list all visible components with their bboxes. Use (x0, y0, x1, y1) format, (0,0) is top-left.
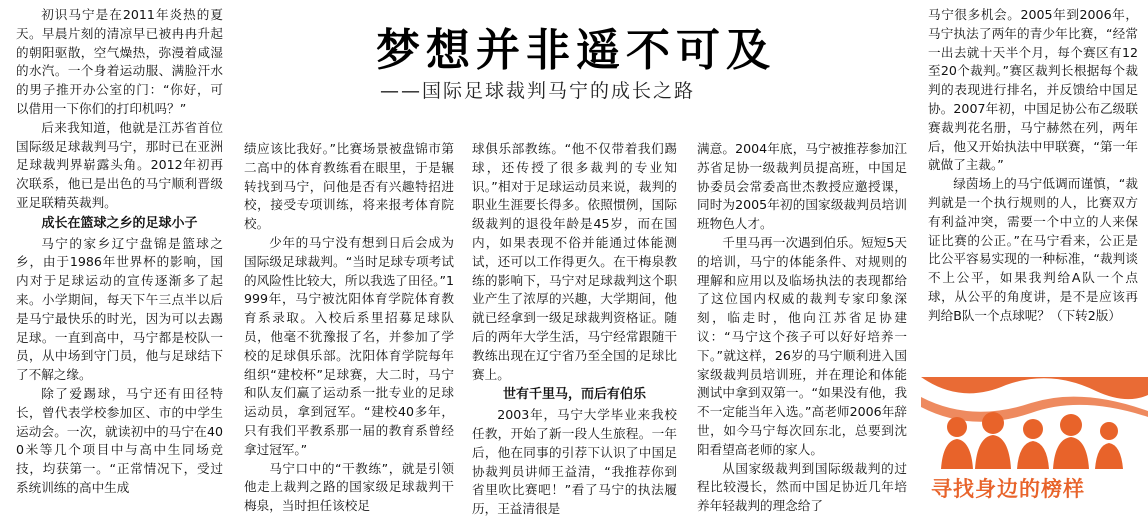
article-paragraph: 满意。2004年底，马宁被推荐参加江苏省足协一级裁判员提高班，中国足协委员会常委高世杰教授应邀授课，同时为2005年初的国家级裁判员培训班物色人才。 (697, 141, 907, 232)
section-heading: 世有千里马，而后有伯乐 (502, 387, 646, 403)
article-column-1 (16, 6, 223, 506)
column-logo (921, 377, 1148, 510)
column-logo-text: 寻找身边的榜样 (931, 477, 1085, 501)
article-paragraph: 2003年，马宁大学毕业来我校任教，开始了新一段人生旅程。一年后，他在同事的引荐下认识了中国足协裁判员讲师王益清，“我推荐你到省里吹比赛吧！”看了马宁的执法履历，王益清很是 (472, 407, 677, 517)
article-paragraph: 绿茵场上的马宁低调而谨慎，“裁判就是一个执行规则的人，比赛双方有利益冲突，需要一个中立的人来保证比赛的公正。”在马宁看来，公正是比公平容易实现的一种标准，“裁判谈不上公平，如果我判给A队一个点球，从公平的角度讲，是不是应该再判给B队一个点球呢？（下转2版） (928, 176, 1138, 323)
article-paragraph: 后来我知道，他就是江苏省首位国际级足球裁判马宁，那时已在亚洲足球裁判界崭露头角。2012年初再次联系，他已是出色的马宁顺利晋级亚足联精英裁判。 (16, 119, 223, 210)
article-paragraph: 从国家级裁判到国际级裁判的过程比较漫长，然而中国足协近几年培养年轻裁判的理念给了 (697, 460, 907, 514)
article-paragraph: 少年的马宁没有想到日后会成为国际级足球裁判。“当时足球专项考试的风险性比较大，所以我选了田径。”1999年，马宁被沈阳体育学院体育教育系录取。入校后系里招募足球队员，他毫不犹豫报了名，并参加了学校的足球俱乐部。沈阳体育学院每年组织“建校杯”足球赛，大二时，马宁和队友们赢了运动系一批专业的足球运动员，拿到冠军。“建校40多年，只有我们平教系那一届的教育系曾经拿过冠军。” (244, 234, 454, 457)
article-column-5 (928, 6, 1138, 376)
section-heading: 成长在篮球之乡的足球小子 (41, 215, 198, 231)
article-column-4 (697, 140, 907, 514)
page-subtitle: ——国际足球裁判马宁的成长之路 (380, 80, 696, 102)
article-paragraph: 马宁口中的“干教练”，就是引领他走上裁判之路的国家级足球裁判干梅泉，当时担任该校足 (244, 460, 454, 514)
article-paragraph: 初识马宁是在2011年炎热的夏天。早晨片刻的清凉早已被冉冉升起的朝阳驱散，空气燥热，弥漫着咸湿的水汽。一个身着运动服、满脸汗水的男子推开办公室的门：“你好，可以借用一下你们的打印机吗？” (16, 7, 223, 116)
article-paragraph: 球俱乐部教练。“他不仅带着我们踢球，还传授了很多裁判的专业知识。”相对于足球运动员来说，裁判的职业生涯要长得多。依照惯例，国际级裁判的退役年龄是45岁，而在国内，如果表现不俗并能通过体能测试，还可以工作得更久。在干梅泉教练的影响下，马宁对足球裁判这个职业产生了浓厚的兴趣，大学期间，他就已经拿到一级足球裁判资格证。随后的两年大学生活，马宁经常跟随干教练出现在辽宁省乃至全国的足球比赛上。 (472, 141, 677, 382)
page-title: 梦想并非遥不可及 (376, 25, 776, 76)
article-paragraph: 马宁很多机会。2005年到2006年，马宁执法了两年的青少年比赛，“经常一出去就十天半个月，每个赛区有12至20个裁判。”赛区裁判长根据每个裁判的表现进行排名，并反馈给中国足协。2007年初，中国足协公布乙级联赛裁判花名册，马宁赫然在列，两年后，他又开始执法中甲联赛，“第一年就做了主裁。” (928, 7, 1138, 173)
article-column-3 (472, 140, 677, 517)
article-paragraph: 绩应该比我好。”比赛场景被盘锦市第二高中的体育教练看在眼里，于是辗转找到马宁，问他是否有兴趣特招进校，接受专项训练，将来报考体育院校。 (244, 141, 454, 232)
article-column-2 (244, 140, 454, 514)
article-paragraph: 千里马再一次遇到伯乐。短短5天的培训，马宁的体能条件、对规则的理解和应用以及临场执法的表现都给了这位国内权威的裁判专家印象深刻，临走时，他向江苏省足协建议：“马宁这个孩子可以好好培养一下。”就这样，26岁的马宁顺利进入国家级裁判员培训班，并在理论和体能测试中拿到双第一。“如果没有他，我不一定能当年入选。”高老师2006年辞世，如今马宁每次回东北，总要到沈阳看望高老师的家人。 (697, 234, 907, 457)
article-paragraph: 马宁的家乡辽宁盘锦是篮球之乡，由于1986年世界杯的影响，国内对于足球运动的宣传逐渐多了起来。小学期间，每天下午三点半以后是马宁最快乐的时光，因为可以去踢足球。一直到高中，马宁都是校队一员，从中场到守门员，他与足球结下了不解之缘。 (16, 235, 223, 383)
article-paragraph: 除了爱踢球，马宁还有田径特长，曾代表学校参加区、市的中学生运动会。一次，就读初中的马宁在400米等几个项目中与高中生同场竞技，均获第一。“正常情况下，受过系统训练的高中生成 (16, 385, 223, 495)
